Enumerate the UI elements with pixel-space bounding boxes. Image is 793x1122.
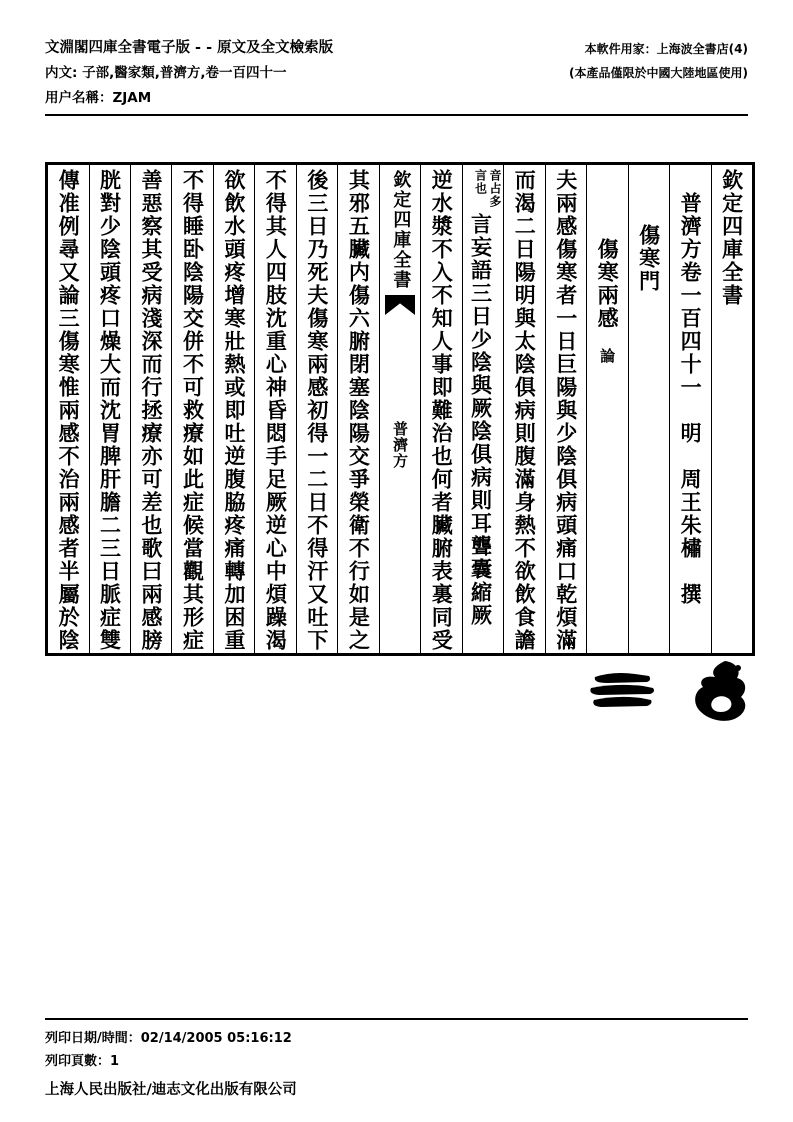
column-text: 不得睡卧陰陽交併不可救療如此症候當觀其形症 — [180, 169, 206, 652]
ink-seal-left-icon — [585, 670, 659, 714]
column-text: 夫兩感傷寒者一日巨陽與少陰俱病頭痛口乾煩滿 — [553, 169, 579, 652]
text-column-13 — [213, 165, 254, 653]
column-text: 善惡察其受病淺深而行拯療亦可差也歌曰兩感膀 — [139, 169, 164, 652]
column-text: 而渴二日陽明與太陰俱病則腹滿身熱不欲飲食譫 — [512, 169, 538, 652]
column-text: 音占多 言也 言妄語三日少陰與厥陰俱病則耳聾囊縮厥 — [468, 169, 502, 627]
column-text: 傳准例尋又論三傷寒惟兩感不治兩感者半屬於陰 — [56, 169, 82, 652]
header-divider — [45, 114, 748, 116]
header-row-2 — [45, 57, 748, 81]
ink-seal-right-icon — [691, 658, 749, 728]
publisher: 上海人民出版社/迪志文化出版有限公司 — [45, 1082, 297, 1098]
text-column-16 — [89, 165, 130, 653]
spine-column — [379, 165, 420, 653]
text-column-10 — [337, 165, 378, 653]
region-restriction: (本產品僅限於中國大陸地區使用) — [569, 66, 748, 80]
book-page-frame — [45, 162, 755, 656]
print-footer — [45, 1018, 748, 1099]
column-text: 不得其人四肢沈重心神昏悶手足厥逆心中煩躁渴 — [263, 169, 289, 652]
text-column-15 — [130, 165, 171, 653]
fishtail-marker-icon — [385, 295, 415, 315]
footer-divider — [45, 1018, 748, 1020]
column-subtitle: 論 — [598, 348, 617, 365]
column-text: 後三日乃死夫傷寒兩感初得一二日不得汗又吐下 — [304, 169, 330, 652]
text-column-4 — [586, 165, 627, 653]
text-column-14 — [171, 165, 212, 653]
column-text: 欲飲水頭疼增寒壯熱或即吐逆腹脇疼痛轉加困重 — [221, 169, 247, 652]
text-column-11 — [296, 165, 337, 653]
text-column-1 — [711, 165, 752, 653]
text-column-12 — [254, 165, 295, 653]
text-column-3 — [628, 165, 669, 653]
column-text: 其邪五臟内傷六腑閉塞陰陽交爭榮衛不行如是之 — [346, 169, 372, 652]
app-title: 文淵閣四庫全書電子版 - - 原文及全文檢索版 — [45, 40, 334, 56]
seal-area — [45, 656, 755, 748]
spine-book-label: 普濟方 — [391, 421, 410, 469]
spine-title: 欽定四庫全書 — [390, 170, 412, 290]
header-row-1 — [45, 36, 748, 57]
text-column-6 — [503, 165, 544, 653]
text-column-7 — [462, 165, 503, 653]
print-page-count: 列印頁數：1 — [45, 1054, 120, 1069]
column-text: 普濟方卷一百四十一 明 周王朱橚 撰 — [678, 192, 704, 606]
column-text: 欽定四庫全書 — [719, 169, 745, 307]
column-text: 傷寒兩感論 — [595, 238, 621, 365]
app-header — [0, 0, 793, 116]
text-column-17 — [48, 165, 88, 653]
print-datetime: 列印日期/時間：02/14/2005 05:16:12 — [45, 1031, 292, 1046]
content-path: 内文: 子部,醫家類,普濟方,卷一百四十一 — [45, 65, 287, 81]
username: 用户名稱：ZJAM — [45, 90, 152, 106]
column-text: 胱對少陰頭疼口燥大而沈胃脾肝膽二三日脈症雙 — [97, 169, 123, 652]
text-column-2 — [669, 165, 710, 653]
text-column-8 — [420, 165, 461, 653]
column-text: 傷寒門 — [636, 224, 662, 294]
interlinear-note: 音占多 言也 — [473, 169, 502, 208]
column-text: 逆水漿不入不知人事即難治也何者臟腑表裏同受 — [429, 169, 455, 652]
licensee-info: 本軟件用家：上海波全書店(4) — [584, 42, 748, 56]
text-column-5 — [545, 165, 586, 653]
